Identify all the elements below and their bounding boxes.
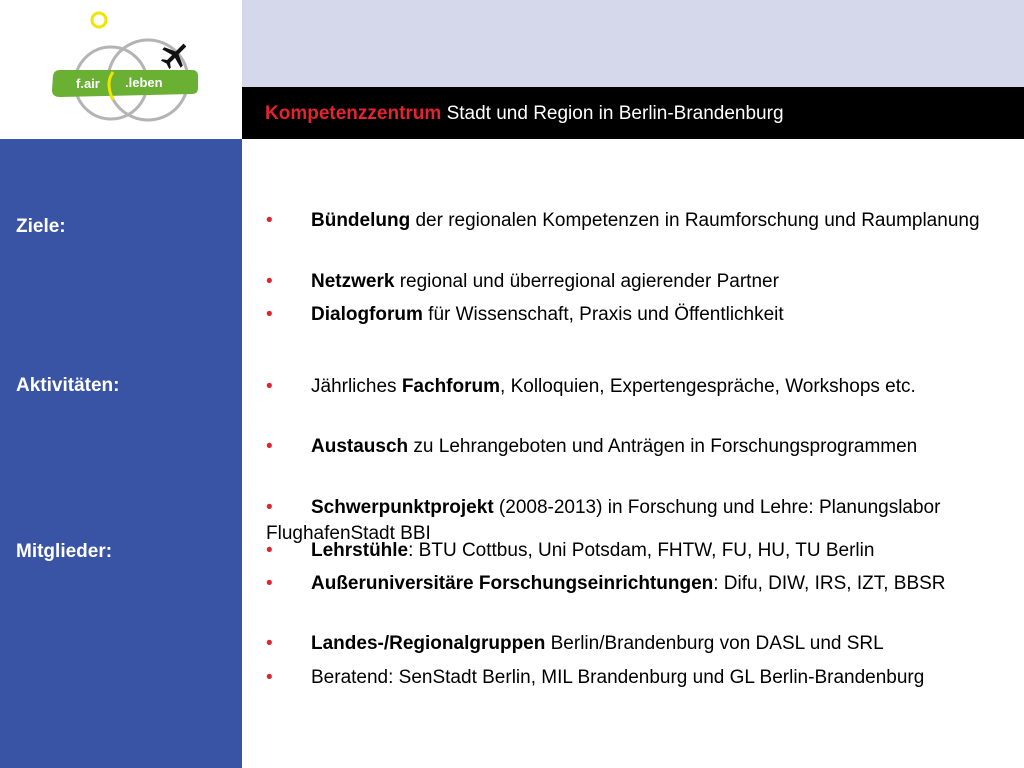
- logo-text-right: .leben: [125, 75, 163, 90]
- sidebar-label-mitglieder: Mitglieder:: [16, 541, 113, 562]
- item-pre: Beratend: SenStadt Berlin, MIL Brandenburg und GL Berlin-Brandenburg: [311, 667, 925, 688]
- sidebar-label-aktivitaeten: Aktivitäten:: [16, 375, 120, 396]
- sidebar: [0, 139, 242, 768]
- list-item: [266, 269, 1016, 295]
- item-bold: Lehrstühle: [311, 540, 409, 561]
- title-rest: Stadt und Region in Berlin-Brandenburg: [441, 103, 784, 124]
- bullet-icon: •: [266, 633, 273, 654]
- item-bold: Netzwerk: [311, 271, 395, 292]
- logo-yellow-ring: [92, 13, 106, 27]
- header-top-band: [242, 0, 1024, 87]
- item-text: : BTU Cottbus, Uni Potsdam, FHTW, FU, HU, TU Berlin: [408, 540, 875, 561]
- bullet-icon: •: [266, 436, 273, 457]
- bullet-icon: •: [266, 497, 273, 518]
- bullet-icon: •: [266, 667, 273, 688]
- item-text: Berlin/Brandenburg von DASL und SRL: [545, 633, 884, 654]
- fair-leben-logo-graphic: [0, 0, 242, 139]
- item-text: (2008-2013) in Forschung und Lehre: Planungslabor FlughafenStadt BBI: [266, 497, 941, 544]
- list-item: [266, 665, 1016, 691]
- item-bold: Außeruniversitäre Forschungseinrichtungen: [311, 573, 714, 594]
- item-bold: Bündelung: [311, 210, 411, 231]
- main-content: [242, 139, 1024, 768]
- list-item: [266, 571, 1016, 597]
- list-item: [266, 208, 1016, 234]
- list-item: [266, 631, 1016, 657]
- list-item: [266, 302, 1016, 328]
- title-accent: Kompetenzzentrum: [265, 103, 442, 124]
- item-text: regional und überregional agierender Partner: [394, 271, 779, 292]
- bullet-icon: •: [266, 271, 273, 292]
- item-bold: Austausch: [311, 436, 409, 457]
- bullet-icon: •: [266, 304, 273, 325]
- list-item: [266, 434, 1016, 460]
- bullet-icon: •: [266, 376, 273, 397]
- logo-text-left: f.air: [76, 76, 100, 91]
- page-title: [265, 103, 784, 125]
- bullet-icon: •: [266, 540, 273, 561]
- title-bar: [242, 87, 1024, 139]
- item-bold: Landes-/Regionalgruppen: [311, 633, 546, 654]
- item-text: zu Lehrangeboten und Anträgen in Forschungsprogrammen: [408, 436, 918, 457]
- bullet-icon: •: [266, 573, 273, 594]
- item-text: : Difu, DIW, IRS, IZT, BBSR: [713, 573, 946, 594]
- item-bold: Fachforum: [401, 376, 501, 397]
- item-bold: Schwerpunktprojekt: [311, 497, 494, 518]
- item-bold: Dialogforum: [311, 304, 423, 325]
- item-text: , Kolloquien, Expertengespräche, Workshops etc.: [500, 376, 916, 397]
- sidebar-label-ziele: Ziele:: [16, 216, 66, 237]
- logo: [0, 0, 242, 139]
- bullet-icon: •: [266, 210, 273, 231]
- item-pre: Jährliches: [311, 376, 402, 397]
- item-text: der regionalen Kompetenzen in Raumforschung und Raumplanung: [410, 210, 980, 231]
- list-item: [266, 538, 1016, 564]
- item-text: für Wissenschaft, Praxis und Öffentlichkeit: [422, 304, 784, 325]
- list-item: [266, 374, 1016, 400]
